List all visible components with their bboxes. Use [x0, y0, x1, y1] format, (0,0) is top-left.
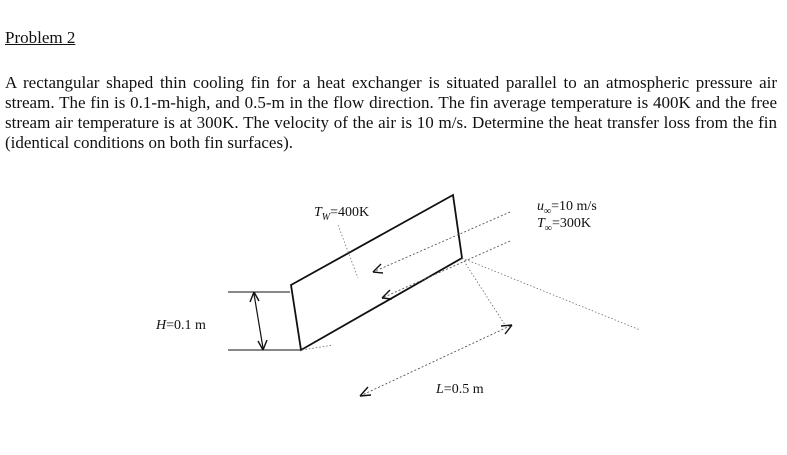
fin-extension-line	[462, 258, 505, 325]
flow-line-middle	[382, 241, 510, 298]
length-arrow-left	[360, 387, 371, 396]
wall-temp-leader	[338, 225, 358, 278]
flow-arrow-middle	[382, 290, 392, 299]
free-stream-velocity-label: $u_\infty=10$ m/s	[537, 199, 597, 217]
length-label: L=0.5 m	[436, 382, 484, 397]
problem-heading: Problem 2	[5, 28, 76, 47]
base-extension-line	[462, 258, 640, 330]
flow-line-top	[373, 212, 510, 272]
wall-temp-label: $T_W=400K$	[314, 205, 370, 223]
free-stream-temp-label: $T_\infty=300K$	[537, 216, 591, 234]
height-dimension-line	[254, 294, 263, 348]
problem-statement: A rectangular shaped thin cooling fin for a heat exchanger is situated parallel to an atmospheric pressure air stream. The fin is 0.1-m-high, and 0.5-m in the flow direction. The fin average temperature is 400K and the free stream air temperature is at 300K. The velocity of the air is 10 m/s. Determine the heat transfer loss from the fin (identical conditions on both fin surfaces).	[5, 73, 777, 152]
height-label: H=0.1 m	[156, 318, 206, 333]
